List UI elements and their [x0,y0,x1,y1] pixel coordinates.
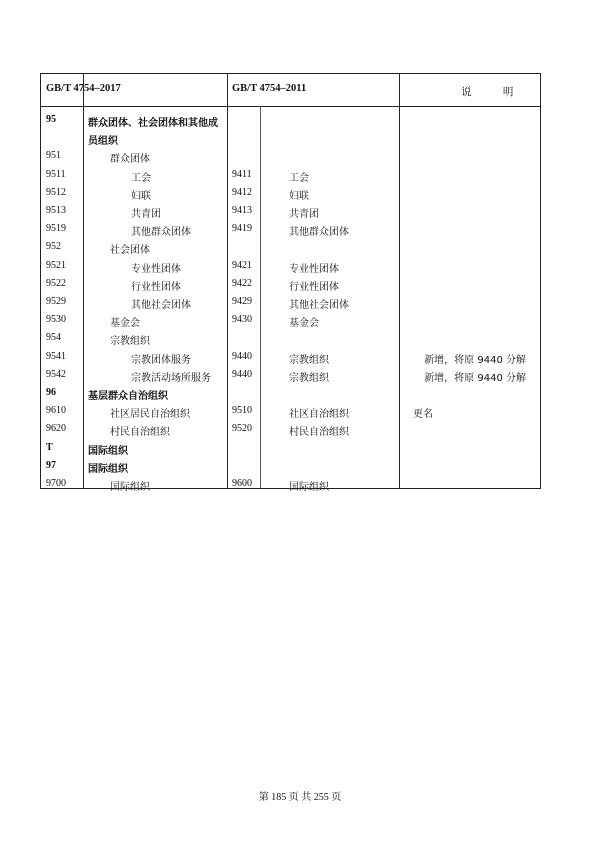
new-name: 群众团体、社会团体和其他成 [88,118,218,129]
new-code: 9542 [46,368,66,380]
old-name: 宗教组织 [289,354,329,366]
table-row [41,384,540,402]
old-name: 其他社会团体 [289,300,349,311]
old-name: 行业性团体 [289,281,339,293]
old-code: 9600 [232,478,252,489]
table-row [41,129,540,147]
table-row [41,457,540,475]
old-code: 9411 [232,168,252,180]
old-name: 妇联 [289,190,309,202]
old-name: 宗教组织 [289,372,329,384]
table-row [41,275,540,293]
new-name: 国际组织 [88,445,128,457]
new-name: 国际组织 [88,463,128,475]
new-code: 95 [46,114,56,125]
old-name: 社区自治组织 [289,409,349,421]
table-row [41,420,540,438]
new-name: 专业性团体 [131,263,181,275]
header-old-standard: GB/T 4754–2011 [232,83,307,94]
new-name: 宗教团体服务 [131,354,191,366]
old-code: 9421 [232,259,252,271]
table-row [41,257,540,275]
new-code: 9522 [46,277,66,289]
table-row [41,311,540,329]
new-name: 群众团体 [110,154,150,166]
old-name: 其他群众团体 [289,227,349,239]
new-code: 9620 [46,423,66,435]
new-code: 9519 [46,223,66,235]
note-text: 新增，将原 9440 分解 [424,354,526,366]
new-name: 社区居民自治组织 [110,409,190,421]
note-text: 更名 [413,409,433,421]
old-name: 村民自治组织 [289,427,349,439]
new-code: 96 [46,387,56,398]
table-row [41,348,540,366]
new-code: 9700 [46,478,66,489]
old-name: 共青团 [289,209,319,220]
page-footer: 第 185 页 共 255 页 [258,792,342,803]
table-row [41,402,540,420]
header-note: 说 明 [461,86,528,98]
new-name: 村民自治组织 [110,427,170,439]
table-row [41,111,540,129]
classification-table [40,73,541,493]
note-text: 新增，将原 9440 分解 [424,372,526,384]
old-name: 国际组织 [289,482,329,493]
new-name: 其他群众团体 [131,227,191,239]
old-code: 9412 [232,186,252,198]
old-name: 工会 [289,172,309,184]
old-code: 9429 [232,296,252,307]
new-name: 员组织 [88,136,118,148]
new-code: 9541 [46,350,66,362]
new-name: 宗教活动场所服务 [131,372,211,384]
new-name: 妇联 [131,190,151,202]
header-new-standard: GB/T 4754–2017 [46,83,121,94]
old-name: 专业性团体 [289,263,339,275]
old-code: 9419 [232,223,252,235]
new-code: 97 [46,459,56,471]
table-row [41,439,540,457]
table-row [41,147,540,165]
new-code: 951 [46,150,61,162]
new-name: 工会 [131,172,151,184]
new-code: 9529 [46,296,66,307]
new-code: 9511 [46,168,66,180]
old-code: 9430 [232,314,252,326]
new-name: 社会团体 [110,245,150,257]
table-row [41,293,540,311]
new-code: 9530 [46,314,66,326]
table-row [41,202,540,220]
new-code: 9521 [46,259,66,271]
new-name: 基层群众自治组织 [88,391,168,402]
new-name: 共青团 [131,209,161,220]
new-code: 9610 [46,405,66,417]
table-header [41,74,540,107]
new-code: 9512 [46,186,66,198]
table-row [41,366,540,384]
old-code: 9510 [232,405,252,417]
table-row [41,238,540,256]
old-code: 9440 [232,368,252,380]
new-code: 952 [46,241,61,253]
table-row [41,329,540,347]
new-code: 9513 [46,205,66,216]
old-code: 9440 [232,350,252,362]
new-name: 其他社会团体 [131,300,191,311]
old-name: 基金会 [289,318,319,330]
table-row [41,184,540,202]
new-name: 行业性团体 [131,281,181,293]
new-name: 基金会 [110,318,140,330]
table-row [41,166,540,184]
old-code: 9422 [232,277,252,289]
old-code: 9520 [232,423,252,435]
new-name: 宗教组织 [110,336,150,348]
new-name: 国际组织 [110,482,150,493]
new-code: T [46,441,53,453]
table-row [41,220,540,238]
old-code: 9413 [232,205,252,216]
new-code: 954 [46,332,61,344]
table-row [41,475,540,493]
